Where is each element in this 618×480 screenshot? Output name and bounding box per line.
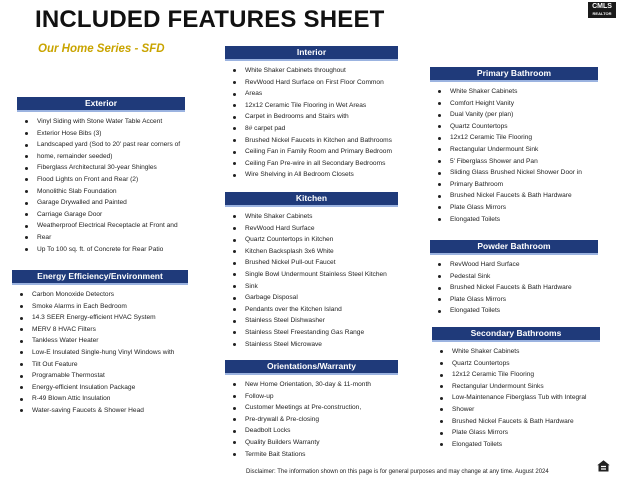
list-item: Deadbolt Locks: [225, 425, 398, 437]
list-item: Brushed Nickel Faucets & Bath Hardware: [432, 416, 600, 428]
section-energy-header: Energy Efficiency/Environment: [12, 270, 188, 285]
list-item: 12x12 Ceramic Tile Flooring in Wet Areas: [225, 100, 398, 112]
section-interior-header: Interior: [225, 46, 398, 61]
section-powder-bath-list: [430, 259, 598, 317]
list-item: Quartz Countertops: [430, 121, 598, 133]
list-item: White Shaker Cabinets: [225, 211, 398, 223]
list-item: Garage Drywalled and Painted: [17, 197, 185, 209]
list-item: 8# carpet pad: [225, 123, 398, 135]
list-item: Dual Vanity (per plan): [430, 109, 598, 121]
section-secondary-bath-list: [432, 346, 600, 450]
list-item: Termite Bait Stations: [225, 449, 398, 461]
list-item: Quartz Countertops: [432, 358, 600, 370]
list-item: Flood Lights on Front and Rear (2): [17, 174, 185, 186]
list-item: White Shaker Cabinets throughout: [225, 65, 398, 77]
list-item: Plate Glass Mirrors: [432, 427, 600, 439]
list-item: Stainless Steel Freestanding Gas Range: [225, 327, 398, 339]
section-exterior-list: [17, 116, 185, 255]
list-item: Weatherproof Electrical Receptacle at Front and: [17, 220, 185, 232]
section-primary-bath-header: Primary Bathroom: [430, 67, 598, 82]
list-item: Kitchen Backsplash 3x6 White: [225, 246, 398, 258]
list-item: Water-saving Faucets & Shower Head: [12, 405, 188, 417]
list-item: Low-Maintenance Fiberglass Tub with Integral: [432, 392, 600, 404]
equal-housing-icon: [596, 459, 611, 474]
list-item: Ceiling Fan in Family Room and Primary Bedroom: [225, 146, 398, 158]
list-item: White Shaker Cabinets: [430, 86, 598, 98]
list-item: Smoke Alarms in Each Bedroom: [12, 301, 188, 313]
list-item: Brushed Nickel Pull-out Faucet: [225, 257, 398, 269]
list-item: Follow-up: [225, 391, 398, 403]
logo-text: CMLS: [592, 3, 612, 10]
list-item: 12x12 Ceramic Tile Flooring: [430, 132, 598, 144]
section-secondary-bath-header: Secondary Bathrooms: [432, 327, 600, 342]
list-item: Brushed Nickel Faucets in Kitchen and Bathrooms: [225, 135, 398, 147]
list-item: Elongated Toilets: [430, 305, 598, 317]
list-item: Tankless Water Heater: [12, 335, 188, 347]
section-orientations-list: [225, 379, 398, 460]
section-orientations: [225, 360, 398, 460]
list-item: Stainless Steel Microwave: [225, 339, 398, 351]
cmls-logo: [588, 2, 616, 18]
list-item: White Shaker Cabinets: [432, 346, 600, 358]
list-item: Landscaped yard (Sod to 20' past rear corners of: [17, 139, 185, 151]
section-interior-list: [225, 65, 398, 181]
disclaimer: Disclaimer: The information shown on this page is for general purposes and may change at any time. August 2024: [246, 469, 549, 475]
list-item: Shower: [432, 404, 600, 416]
section-kitchen: [225, 192, 398, 350]
list-item: Vinyl Siding with Stone Water Table Accent: [17, 116, 185, 128]
list-item: Elongated Toilets: [432, 439, 600, 451]
section-kitchen-list: [225, 211, 398, 350]
section-primary-bath-list: [430, 86, 598, 225]
list-item: Garbage Disposal: [225, 292, 398, 304]
section-exterior-header: Exterior: [17, 97, 185, 112]
list-item: 12x12 Ceramic Tile Flooring: [432, 369, 600, 381]
list-item: Quality Builders Warranty: [225, 437, 398, 449]
list-item: Monolithic Slab Foundation: [17, 186, 185, 198]
list-item: R-49 Blown Attic Insulation: [12, 393, 188, 405]
section-powder-bath-header: Powder Bathroom: [430, 240, 598, 255]
list-item: Plate Glass Mirrors: [430, 202, 598, 214]
section-orientations-header: Orientations/Warranty: [225, 360, 398, 375]
list-item: Carbon Monoxide Detectors: [12, 289, 188, 301]
list-item: Tilt Out Feature: [12, 359, 188, 371]
list-item: New Home Orientation, 30-day & 11-month: [225, 379, 398, 391]
list-item: Programable Thermostat: [12, 370, 188, 382]
list-item: Elongated Toilets: [430, 214, 598, 226]
section-primary-bath: [430, 67, 598, 225]
list-item: Rectangular Undermount Sinks: [432, 381, 600, 393]
list-item: RevWood Hard Surface on First Floor Common: [225, 77, 398, 89]
list-item: 14.3 SEER Energy-efficient HVAC System: [12, 312, 188, 324]
list-item: RevWood Hard Surface: [430, 259, 598, 271]
list-item: Carpet in Bedrooms and Stairs with: [225, 111, 398, 123]
list-item: Primary Bathroom: [430, 179, 598, 191]
page-title: INCLUDED FEATURES SHEET: [35, 6, 385, 33]
list-item: Customer Meetings at Pre-construction,: [225, 402, 398, 414]
list-item: Pedestal Sink: [430, 271, 598, 283]
list-item: Single Bowl Undermount Stainless Steel Kitchen: [225, 269, 398, 281]
logo-subtext: REALTOR: [592, 11, 612, 16]
section-powder-bath: [430, 240, 598, 317]
section-energy: [12, 270, 188, 417]
list-item: Comfort Height Vanity: [430, 98, 598, 110]
list-item: Up To 100 sq. ft. of Concrete for Rear Patio: [17, 244, 185, 256]
list-item: Fiberglass Architectural 30-year Shingles: [17, 162, 185, 174]
list-item: Brushed Nickel Faucets & Bath Hardware: [430, 190, 598, 202]
list-item: 5' Fiberglass Shower and Pan: [430, 156, 598, 168]
list-item: Pre-drywall & Pre-closing: [225, 414, 398, 426]
list-item: Exterior Hose Bibs (3): [17, 128, 185, 140]
list-item: Energy-efficient Insulation Package: [12, 382, 188, 394]
list-item: Brushed Nickel Faucets & Bath Hardware: [430, 282, 598, 294]
list-item: Rectangular Undermount Sink: [430, 144, 598, 156]
page-subtitle: Our Home Series - SFD: [38, 43, 165, 55]
list-item: MERV 8 HVAC Filters: [12, 324, 188, 336]
list-item: Plate Glass Mirrors: [430, 294, 598, 306]
list-item: home, remainder seeded): [17, 151, 185, 163]
section-energy-list: [12, 289, 188, 417]
section-secondary-bath: [432, 327, 600, 450]
list-item: Sliding Glass Brushed Nickel Shower Door in: [430, 167, 598, 179]
list-item: Sink: [225, 281, 398, 293]
list-item: Wire Shelving in All Bedroom Closets: [225, 169, 398, 181]
list-item: Quartz Countertops in Kitchen: [225, 234, 398, 246]
list-item: Pendants over the Kitchen Island: [225, 304, 398, 316]
list-item: Rear: [17, 232, 185, 244]
list-item: Ceiling Fan Pre-wire in all Secondary Bedrooms: [225, 158, 398, 170]
list-item: Carriage Garage Door: [17, 209, 185, 221]
list-item: Low-E Insulated Single-hung Vinyl Windows with: [12, 347, 188, 359]
section-kitchen-header: Kitchen: [225, 192, 398, 207]
section-exterior: [17, 97, 185, 255]
list-item: RevWood Hard Surface: [225, 223, 398, 235]
list-item: Areas: [225, 88, 398, 100]
section-interior: [225, 46, 398, 181]
list-item: Stainless Steel Dishwasher: [225, 315, 398, 327]
